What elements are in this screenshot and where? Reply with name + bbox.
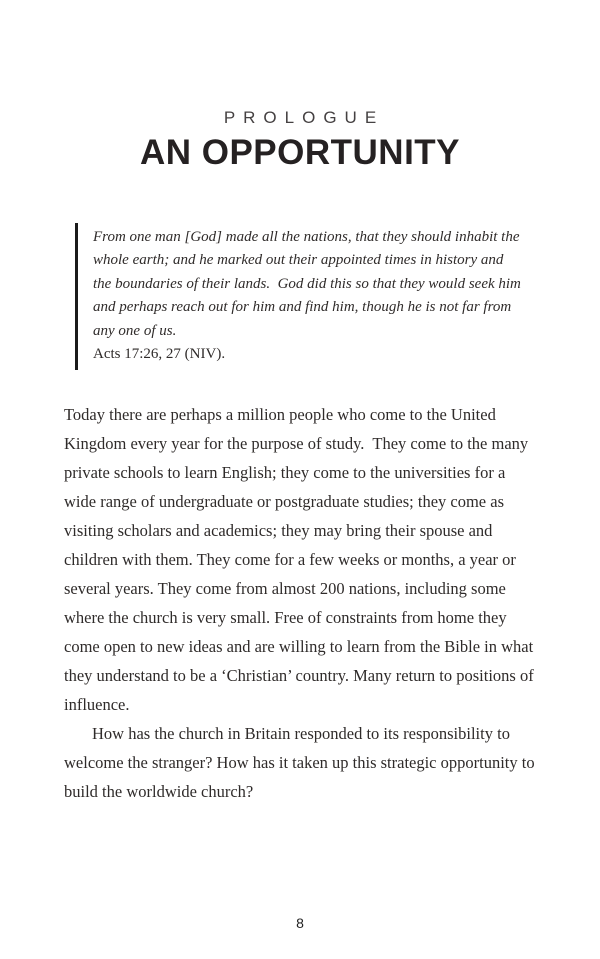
chapter-kicker: PROLOGUE — [223, 108, 385, 127]
paragraph-1: Today there are perhaps a million people who come to the United Kingdom every year for the purpose of study. They come to the many private schools to learn English; they come to the universities for a wide range of undergraduate or postgraduate studies; they come as visiting scholars and academics; they may bring their spouse and children with them. They come for a few weeks or months, a year or several years. They come from almost 200 nations, including some where the church is very small. Free of constraints from home they come open to new ideas and are willing to learn from the Bible in what they understand to be a ‘Christian’ country. Many return to positions of influence. — [64, 404, 538, 714]
scripture-blockquote — [75, 223, 536, 370]
quote-citation: Acts 17:26, 27 (NIV). — [93, 346, 226, 363]
paragraph-2: How has the church in Britain responded to its responsibility to welcome the stranger? How has it taken up this strategic opportunity to build the worldwide church? — [64, 723, 539, 801]
body-text — [64, 400, 539, 806]
chapter-header — [64, 0, 536, 172]
quote-text: From one man [God] made all the nations, that they should inhabit the whole earth; and he marked out their appointed times in history and the boundaries of their lands. God did this so that they would seek him and perhaps reach out for him and find him, though he is not far from any one of us. — [93, 228, 525, 339]
page-number: 8 — [296, 915, 304, 931]
chapter-title: AN OPPORTUNITY — [139, 133, 461, 172]
